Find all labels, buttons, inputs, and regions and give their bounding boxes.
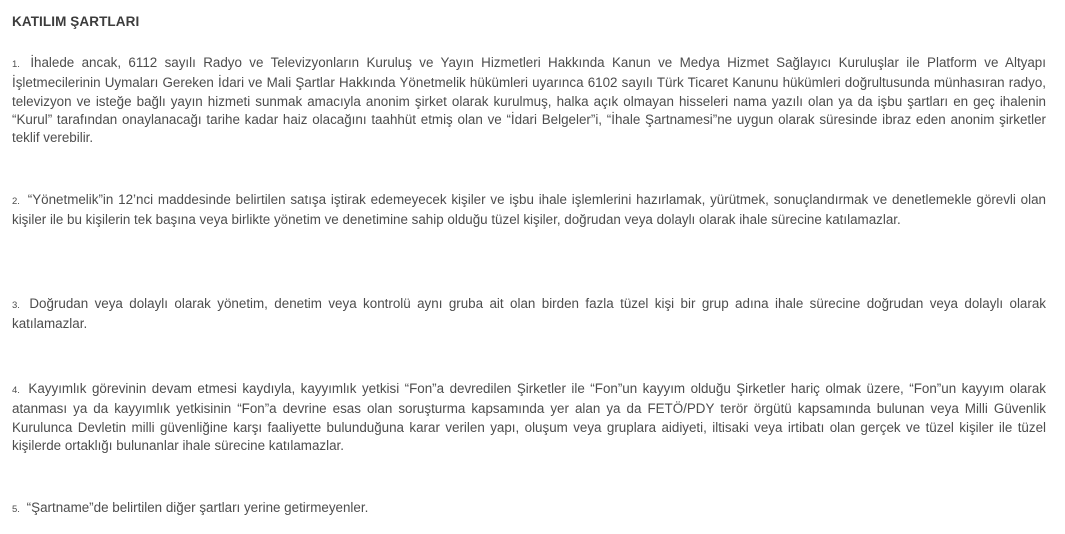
- item-text: Doğrudan veya dolaylı olarak yönetim, denetim veya kontrolü aynı gruba ait olan birden fazla tüzel kişi bir grup adına ihale sürecine doğrudan veya dolaylı olarak katılamazlar.: [12, 296, 1046, 332]
- item-text: Kayyımlık görevinin devam etmesi kaydıyla, kayyımlık yetkisi “Fon”a devredilen Şirketler ile “Fon”un kayyım olduğu Şirketler hariç olmak üzere, “Fon”un kayyım olarak atanması ya da kayyımlık yetkisinin “Fon”a devrine esas olan soruşturma kapsamında yer alan ya da FETÖ/PDY terör örgütü kapsamında bulunan veya Milli Güvenlik Kurulunca Devletin milli güvenliğine karşı faaliyette bulunduğuna karar verilen yapı, oluşum veya gruplara aidiyeti, iltisaki veya irtibatı olan gerçek ve tüzel kişiler ile tüzel kişilerde ortaklığı bulunanlar ihale sürecine katılamazlar.: [12, 381, 1046, 453]
- condition-item-5: [12, 499, 1046, 519]
- item-number: 5.: [12, 504, 20, 515]
- condition-item-2: [12, 191, 1046, 230]
- item-number: 3.: [12, 300, 20, 311]
- page-title: KATILIM ŞARTLARI: [12, 14, 140, 29]
- condition-item-1: [12, 54, 1046, 147]
- item-number: 4.: [12, 385, 20, 396]
- item-number: 1.: [12, 59, 20, 70]
- item-number: 2.: [12, 196, 20, 207]
- condition-item-3: [12, 295, 1046, 334]
- item-text: “Şartname”de belirtilen diğer şartları yerine getirmeyenler.: [26, 500, 369, 515]
- condition-item-4: [12, 380, 1046, 455]
- item-text: İhalede ancak, 6112 sayılı Radyo ve Televizyonların Kuruluş ve Yayın Hizmetleri Hakkında Kanun ve Medya Hizmet Sağlayıcı Kuruluşlar ile Platform ve Altyapı İşletmecilerinin Uymaları Gereken İdari ve Mali Şartlar Hakkında Yönetmelik hükümleri uyarınca 6102 sayılı Türk Ticaret Kanunu hükümleri doğrultusunda münhasıran radyo, televizyon ve isteğe bağlı yayın hizmeti sunmak amacıyla anonim şirket olarak kurulmuş, halka açık olmayan hisseleri nama yazılı olan ya da işbu şartları en geç ihalenin “Kurul” tarafından onaylanacağı tarihe kadar haiz olacağını taahhüt etmiş olan ve “İdari Belgeler”i, “İhale Şartnamesi”ne uygun olarak süresinde ibraz eden anonim şirketler teklif verebilir.: [12, 55, 1046, 146]
- item-text: “Yönetmelik”in 12’nci maddesinde belirtilen satışa iştirak edemeyecek kişiler ve işbu ihale işlemlerini hazırlamak, yürütmek, sonuçlandırmak ve denetlemekle görevli olan kişiler ile bu kişilerin tek başına veya birlikte yönetim ve denetimine sahip olduğu tüzel kişiler, doğrudan veya dolaylı olarak ihale sürecine katılamazlar.: [12, 192, 1046, 228]
